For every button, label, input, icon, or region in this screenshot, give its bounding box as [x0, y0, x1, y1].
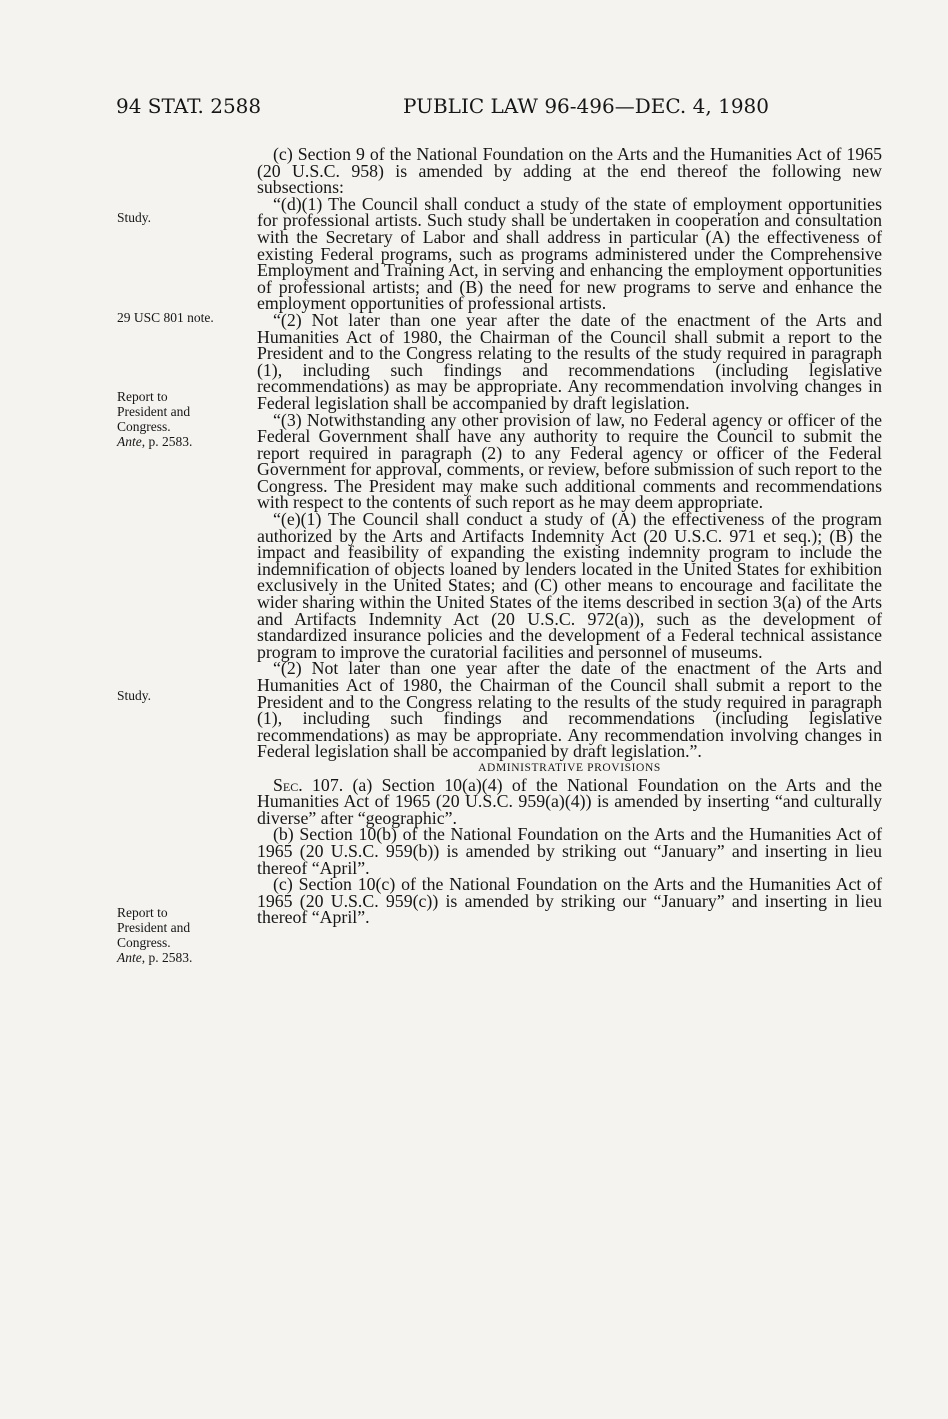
paragraph-d1-employment-study: “(d)(1) The Council shall conduct a study of the state of employment opportunities for professional artists. Such study shall be undertaken in cooperation and consultation with the Secretary of Labor and shall address in particular (A) the effectiveness of existing Federal programs, such as programs administered under the Comprehensive Employment and Training Act, in serving and enhancing the employment opportunities of professional artists; and (B) the need for new programs to serve and enhance the employment opportunities of professional artists. — [257, 193, 882, 314]
paragraph-e1-indemnity-study: “(e)(1) The Council shall conduct a study of (A) the effectiveness of the program authorized by the Arts and Artifacts Indemnity Act (20 U.S.C. 971 et seq.); (B) the impact and feasibility of expanding the existing indemnity program to include the indemnification of objects loaned by lenders located in the United States for exhibition exclusively in the United States; and (C) other means to encourage and facilitate the wider sharing within the United States of the items described in section 3(a) of the Arts and Artifacts Indemnity Act (20 U.S.C. 972(a)), such as the development of standardized insurance policies and the development of a Federal technical assistance program to improve the curatorial facilities and personnel of museums. — [257, 509, 882, 662]
sec-label: Sec — [273, 774, 299, 795]
margin-note-report-line3: Congress. — [117, 419, 171, 434]
margin-note-usc-text: 29 USC 801 note. — [117, 310, 214, 325]
paragraph-e2-report: “(2) Not later than one year after the date of the enactment of the Arts and Humanities Act of 1980, the Chairman of the Council shall submit a report to the President and to the Congress relating to the results of the study required in paragraph (1), including such findings and recommendations (including legislative recommendations) as may be appropriate. Any recommendation involving changes in Federal legislation shall be accompanied by draft legislation.”. — [257, 658, 882, 762]
page-header — [116, 94, 769, 124]
section-heading: ADMINISTRATIVE PROVISIONS — [478, 761, 661, 774]
ante-label: Ante — [117, 434, 142, 449]
margin-note-report-line2: President and — [117, 404, 191, 419]
paragraph-sec-107-a — [257, 774, 882, 828]
paragraph-sec-107-b: (b) Section 10(b) of the National Foundation on the Arts and the Humanities Act of 1965 (20 U.S.C. 959(b)) is amended by striking out “January” and inserting in lieu thereof “April”. — [257, 824, 882, 878]
stat-page-number: 94 STAT. 2588 — [116, 94, 262, 118]
paragraph-sec-107-c: (c) Section 10(c) of the National Foundation on the Arts and the Humanities Act of 1965 (20 U.S.C. 959(c)) is amended by striking our “January” and inserting in lieu thereof “April”. — [257, 874, 882, 928]
margin-note-study-text: Study. — [117, 210, 152, 225]
paragraph-section-9-amendment: (c) Section 9 of the National Foundation on the Arts and the Humanities Act of 1965 (20 U.S.C. 958) is amended by adding at the end thereof the following new subsections: — [257, 144, 882, 198]
margin-note-report — [117, 905, 252, 965]
ante-page: , p. 2583. — [141, 434, 193, 449]
paragraph-d2-report: “(2) Not later than one year after the date of the enactment of the Arts and Humanities Act of 1980, the Chairman of the Council shall submit a report to the President and to the Congress relating to the results of the study required in paragraph (1), including such findings and recommendations (including legislative recommendations) as may be appropriate. Any recommendation involving changes in Federal legislation shall be accompanied by draft legislation. — [257, 309, 882, 413]
margin-note-study-text: Study. — [117, 688, 152, 703]
margin-note-usc — [117, 310, 252, 325]
ante-label: Ante — [117, 950, 142, 965]
margin-note-study — [117, 210, 252, 225]
paragraph-d3-no-review: “(3) Notwithstanding any other provision of law, no Federal agency or officer of the Federal Government shall have any authority to require the Council to submit the report required in paragraph (2) to any Federal agency or officer of the Federal Government for approval, comments, or review, before submission of such report to the Congress. The President may make such additional comments and recommendations with respect to the contents of such report as he may deem appropriate. — [257, 409, 882, 513]
margin-note-study — [117, 688, 252, 703]
margin-note-report-line3: Congress. — [117, 935, 171, 950]
margin-note-report-line1: Report to — [117, 389, 168, 404]
margin-note-report — [117, 389, 252, 449]
margin-note-report-ante — [117, 434, 252, 449]
margin-note-report-line1: Report to — [117, 905, 168, 920]
margin-note-report-line2: President and — [117, 920, 191, 935]
ante-page: , p. 2583. — [141, 950, 193, 965]
public-law-title: PUBLIC LAW 96-496—DEC. 4, 1980 — [403, 94, 769, 118]
sec-107-a-text: . 107. (a) Section 10(a)(4) of the National Foundation on the Arts and the Humanities Act of 1965 (20 U.S.C. 959(a)(4)) is amended by inserting “and culturally diverse” after “geographic”. — [257, 774, 882, 828]
margin-note-report-ante — [117, 950, 252, 965]
body-text — [257, 146, 882, 926]
